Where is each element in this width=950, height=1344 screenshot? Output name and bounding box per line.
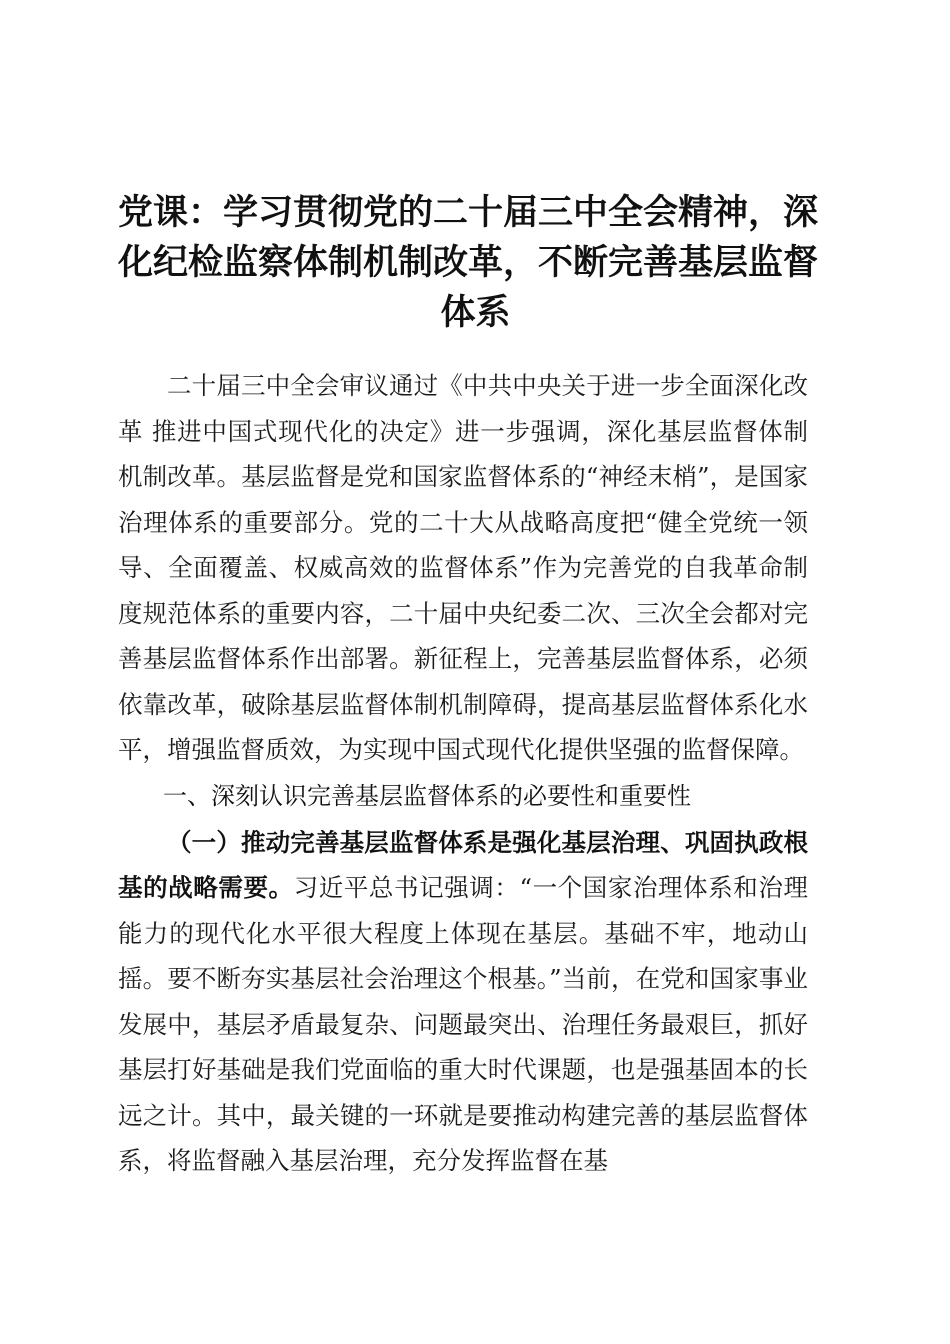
title-line-2: 化纪检监察体制机制改革，不断完善基层监督 xyxy=(118,243,819,283)
title-line-1: 党课：学习贯彻党的二十届三中全会精神，深 xyxy=(118,193,819,233)
subsection-paragraph xyxy=(118,820,808,1184)
document-body xyxy=(118,363,808,1184)
title-line-3: 体系 xyxy=(440,293,511,333)
section-heading: 一、深刻认识完善基层监督体系的必要性和重要性 xyxy=(163,781,691,810)
intro-paragraph: 二十届三中全会审议通过《中共中央关于进一步全面深化改革 推进中国式现代化的决定》进一步强调，深化基层监督体制机制改革。基层监督是党和国家监督体系的“神经末梢”，是国家治理体系的重要部分。党的二十大从战略高度把“健全党统一领导、全面覆盖、权威高效的监督体系”作为完善党的自我革命制度规范体系的重要内容，二十届中央纪委二次、三次全会都对完善基层监督体系作出部署。新征程上，完善基层监督体系，必须依靠改革，破除基层监督体制机制障碍，提高基层监督体系化水平，增强监督质效，为实现中国式现代化提供坚强的监督保障。 xyxy=(118,371,808,764)
document-title xyxy=(118,188,833,338)
subsection-text: 习近平总书记强调：“一个国家治理体系和治理能力的现代化水平很大程度上体现在基层。基础不牢，地动山摇。要不断夯实基层社会治理这个根基。”当前，在党和国家事业发展中，基层矛盾最复杂、问题最突出、治理任务最艰巨，抓好基层打好基础是我们党面临的重大时代课题，也是强基固本的长远之计。其中，最关键的一环就是要推动构建完善的基层监督体系，将监督融入基层治理，充分发挥监督在基 xyxy=(118,873,808,1175)
subsection-lead: （一）推动完善基层监督体系是强化基层治理、巩固执政根基的战略需要。 xyxy=(118,827,808,902)
